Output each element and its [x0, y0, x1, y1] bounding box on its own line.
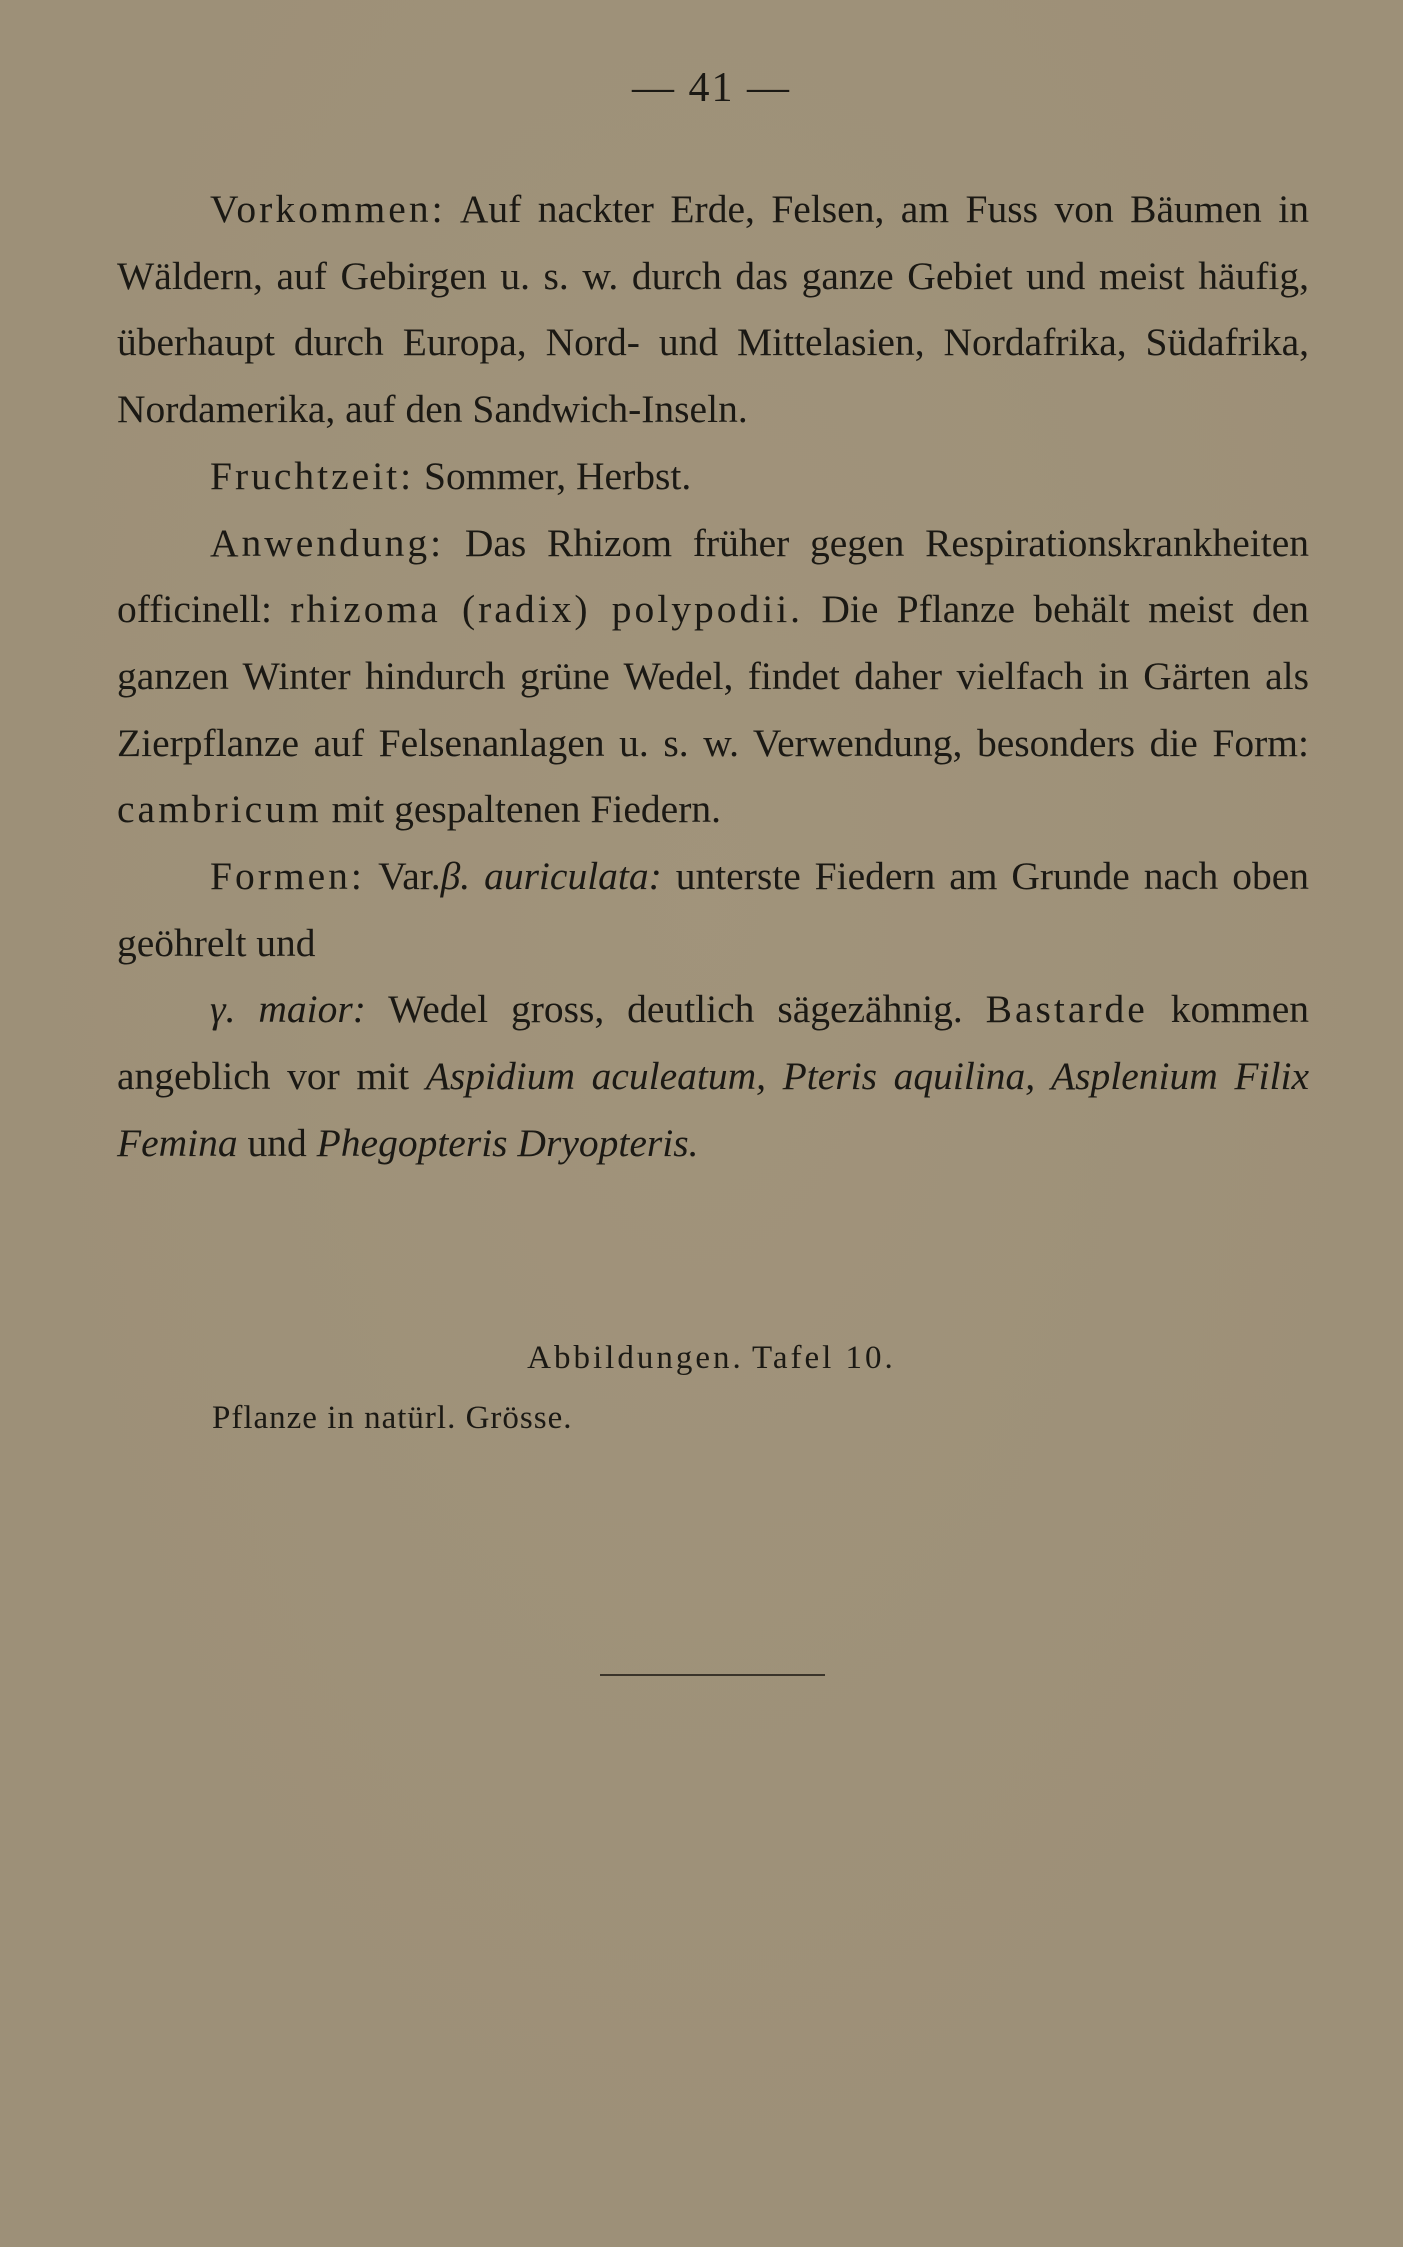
auriculata-text: unterste Fiedern am Grunde nach oben geöhrelt und: [117, 854, 1309, 965]
form-name-cambricum: cambricum: [117, 787, 322, 832]
fruchtzeit-text: Sommer, Herbst.: [424, 453, 692, 498]
variety-name-maior: maior:: [258, 987, 366, 1032]
section-label-formen: Formen:: [210, 854, 365, 899]
paragraph-maior: [117, 976, 1309, 1176]
anwendung-text-1: Das Rhizom früher gegen Respirationskrankheiten officinell:: [117, 520, 1310, 632]
end-rule-divider: [600, 1674, 825, 1676]
und-word: und: [247, 1120, 307, 1165]
paragraph-vorkommen: [117, 176, 1309, 443]
gamma-marker: γ.: [210, 987, 236, 1032]
section-label-fruchtzeit: Fruchtzeit:: [210, 453, 415, 498]
species-list-1: Aspidium aculeatum, Pteris aquilina, Asplenium Filix Femina: [117, 1054, 1310, 1165]
figure-label: Abbildungen.: [527, 1340, 744, 1376]
variety-name-auriculata: auriculata:: [484, 854, 662, 899]
bastarde-label: Bastarde: [985, 987, 1148, 1032]
figure-caption: Pflanze in natürl. Grösse.: [212, 1400, 573, 1436]
drug-name: rhizoma (radix) polypodii.: [290, 587, 804, 632]
paragraph-formen: [117, 843, 1309, 976]
body-text: [117, 176, 1309, 1177]
plate-number: Tafel 10.: [752, 1340, 896, 1376]
species-list-2: Phegopteris Dryopteris.: [316, 1120, 699, 1165]
paragraph-fruchtzeit: [117, 443, 1309, 510]
vorkommen-text: Auf nackter Erde, Felsen, am Fuss von Bäumen in Wäldern, auf Gebirgen u. s. w. durch das ganze Gebiet und meist häufig, überhaupt durch Europa, Nord- und Mittelasien, Nordafrika, Südafrika, Nordamerika, auf den Sandwich-Inseln.: [117, 187, 1309, 432]
bastarde-text: kommen angeblich vor mit: [117, 987, 1310, 1099]
figure-heading: [0, 1340, 1403, 1377]
section-label-vorkommen: Vorkommen:: [210, 187, 446, 231]
section-label-anwendung: Anwendung:: [210, 520, 445, 565]
var-prefix: Var.: [378, 854, 441, 899]
anwendung-text-3: mit gespaltenen Fiedern.: [331, 787, 721, 832]
anwendung-text-2: Die Pflanze behält meist den ganzen Winter hindurch grüne Wedel, findet daher vielfach in Gärten als Zierpflanze auf Felsenanlagen u. s. w. Verwendung, besonders die Form:: [117, 587, 1310, 765]
paragraph-anwendung: [117, 510, 1309, 844]
maior-text: Wedel gross, deutlich sägezähnig.: [388, 987, 963, 1032]
beta-marker: β.: [440, 854, 471, 899]
page-number: — 41 —: [632, 65, 791, 111]
